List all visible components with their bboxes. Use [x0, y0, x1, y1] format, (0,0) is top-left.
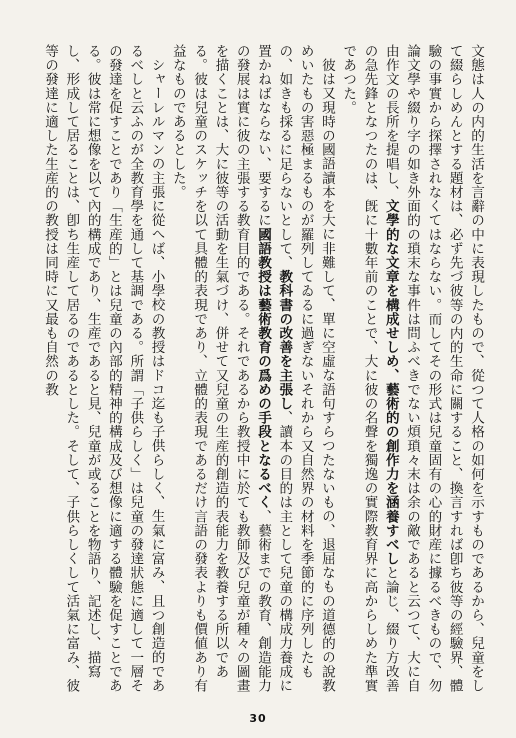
- bold-text-run: 文學的な文章を構成せしめ、藝術的の創作力を涵養すべし: [382, 199, 399, 566]
- page-number: 30: [249, 712, 267, 725]
- body-text: [30, 44, 486, 694]
- paragraph: [337, 44, 486, 694]
- text-run: 彼は又現時の國語讀本を大に非難して、單に空虛な語句すらつたないもの、退屈なもの道德的の說教めいたもの害惡極まるものが羅列してゐるに過ぎないそれから又自然界の材料を季節的に序列したもの、如きも採るに足らないとして、: [276, 44, 335, 693]
- bold-text-run: 教科書の改善を主張し: [276, 269, 293, 411]
- paragraph: [39, 44, 167, 694]
- text-run: と論じ、綴り方改善の急先鋒となつたのは、旣に十數年前のことで、大に彼の名聲を獨逸の實際教育界に高からしめた準實であつた。: [340, 44, 399, 693]
- paragraph: [167, 44, 337, 694]
- text-run: シャーレルマンの主張に從へば、小學校の教授はドコ迄も子供らしく、生氣に富み、且つ創造的であるべしと云ふのが全教育學を通して基調である。所謂「子供らしく」は兒童の發達狀態に適して一層その發達を促すことであり「生産的」とは兒童の內部的精神的構成及び想像に適する體驗を促すことである。彼は常に想像を以て內的構成であり、生産であると見、兒童が或ることを物語り、記述し、描寫し、形成して居ることは、卽ち生産して居るのであるとした。そして、子供らしくして活氣に富み、彼等の發達に適した生産的の教授は同時に又最も自然の教: [42, 44, 165, 693]
- text-run: 文態は人の内的生活を言辭の中に表現したもので、從つて人格の如何を示すものであるから、兒童をして綴らしめんとする題材は、必ず先づ彼等の内的生命に關すること、換言すれば卽ち彼等の經驗界、體驗の事實から探擇されなくてはならない。而してその形式は兒童固有の心的財産に據るべきもので、勿論文學や綴り字の如き外面的の瑣末な事件は問ふべきでない煩瑣々末は余の敵であると云つて、大に自由作文の長所を提唱し、: [382, 44, 484, 693]
- text-run: 、讀本の目的は主として兒童の構成力養成に置かねばならない、要するに: [255, 44, 293, 693]
- text-run: 、藝術までの教育、創造能力の發展は實に彼の主張する教育目的である。それであるから教授中に於ても教師及び兒童が種々の圖畫を描くことは、大に彼等の活動を生氣づけ、併せて又兒童の生産的創造的表能力を教養する所以である。彼は兒童のスケッチを以て具體的表現であり、立體的表現であるだけ言語の發表よりも價値あり有益なものであるとした。: [169, 44, 272, 693]
- bold-text-run: 國語教授は藝術教育の爲めの手段となるべく: [255, 227, 272, 510]
